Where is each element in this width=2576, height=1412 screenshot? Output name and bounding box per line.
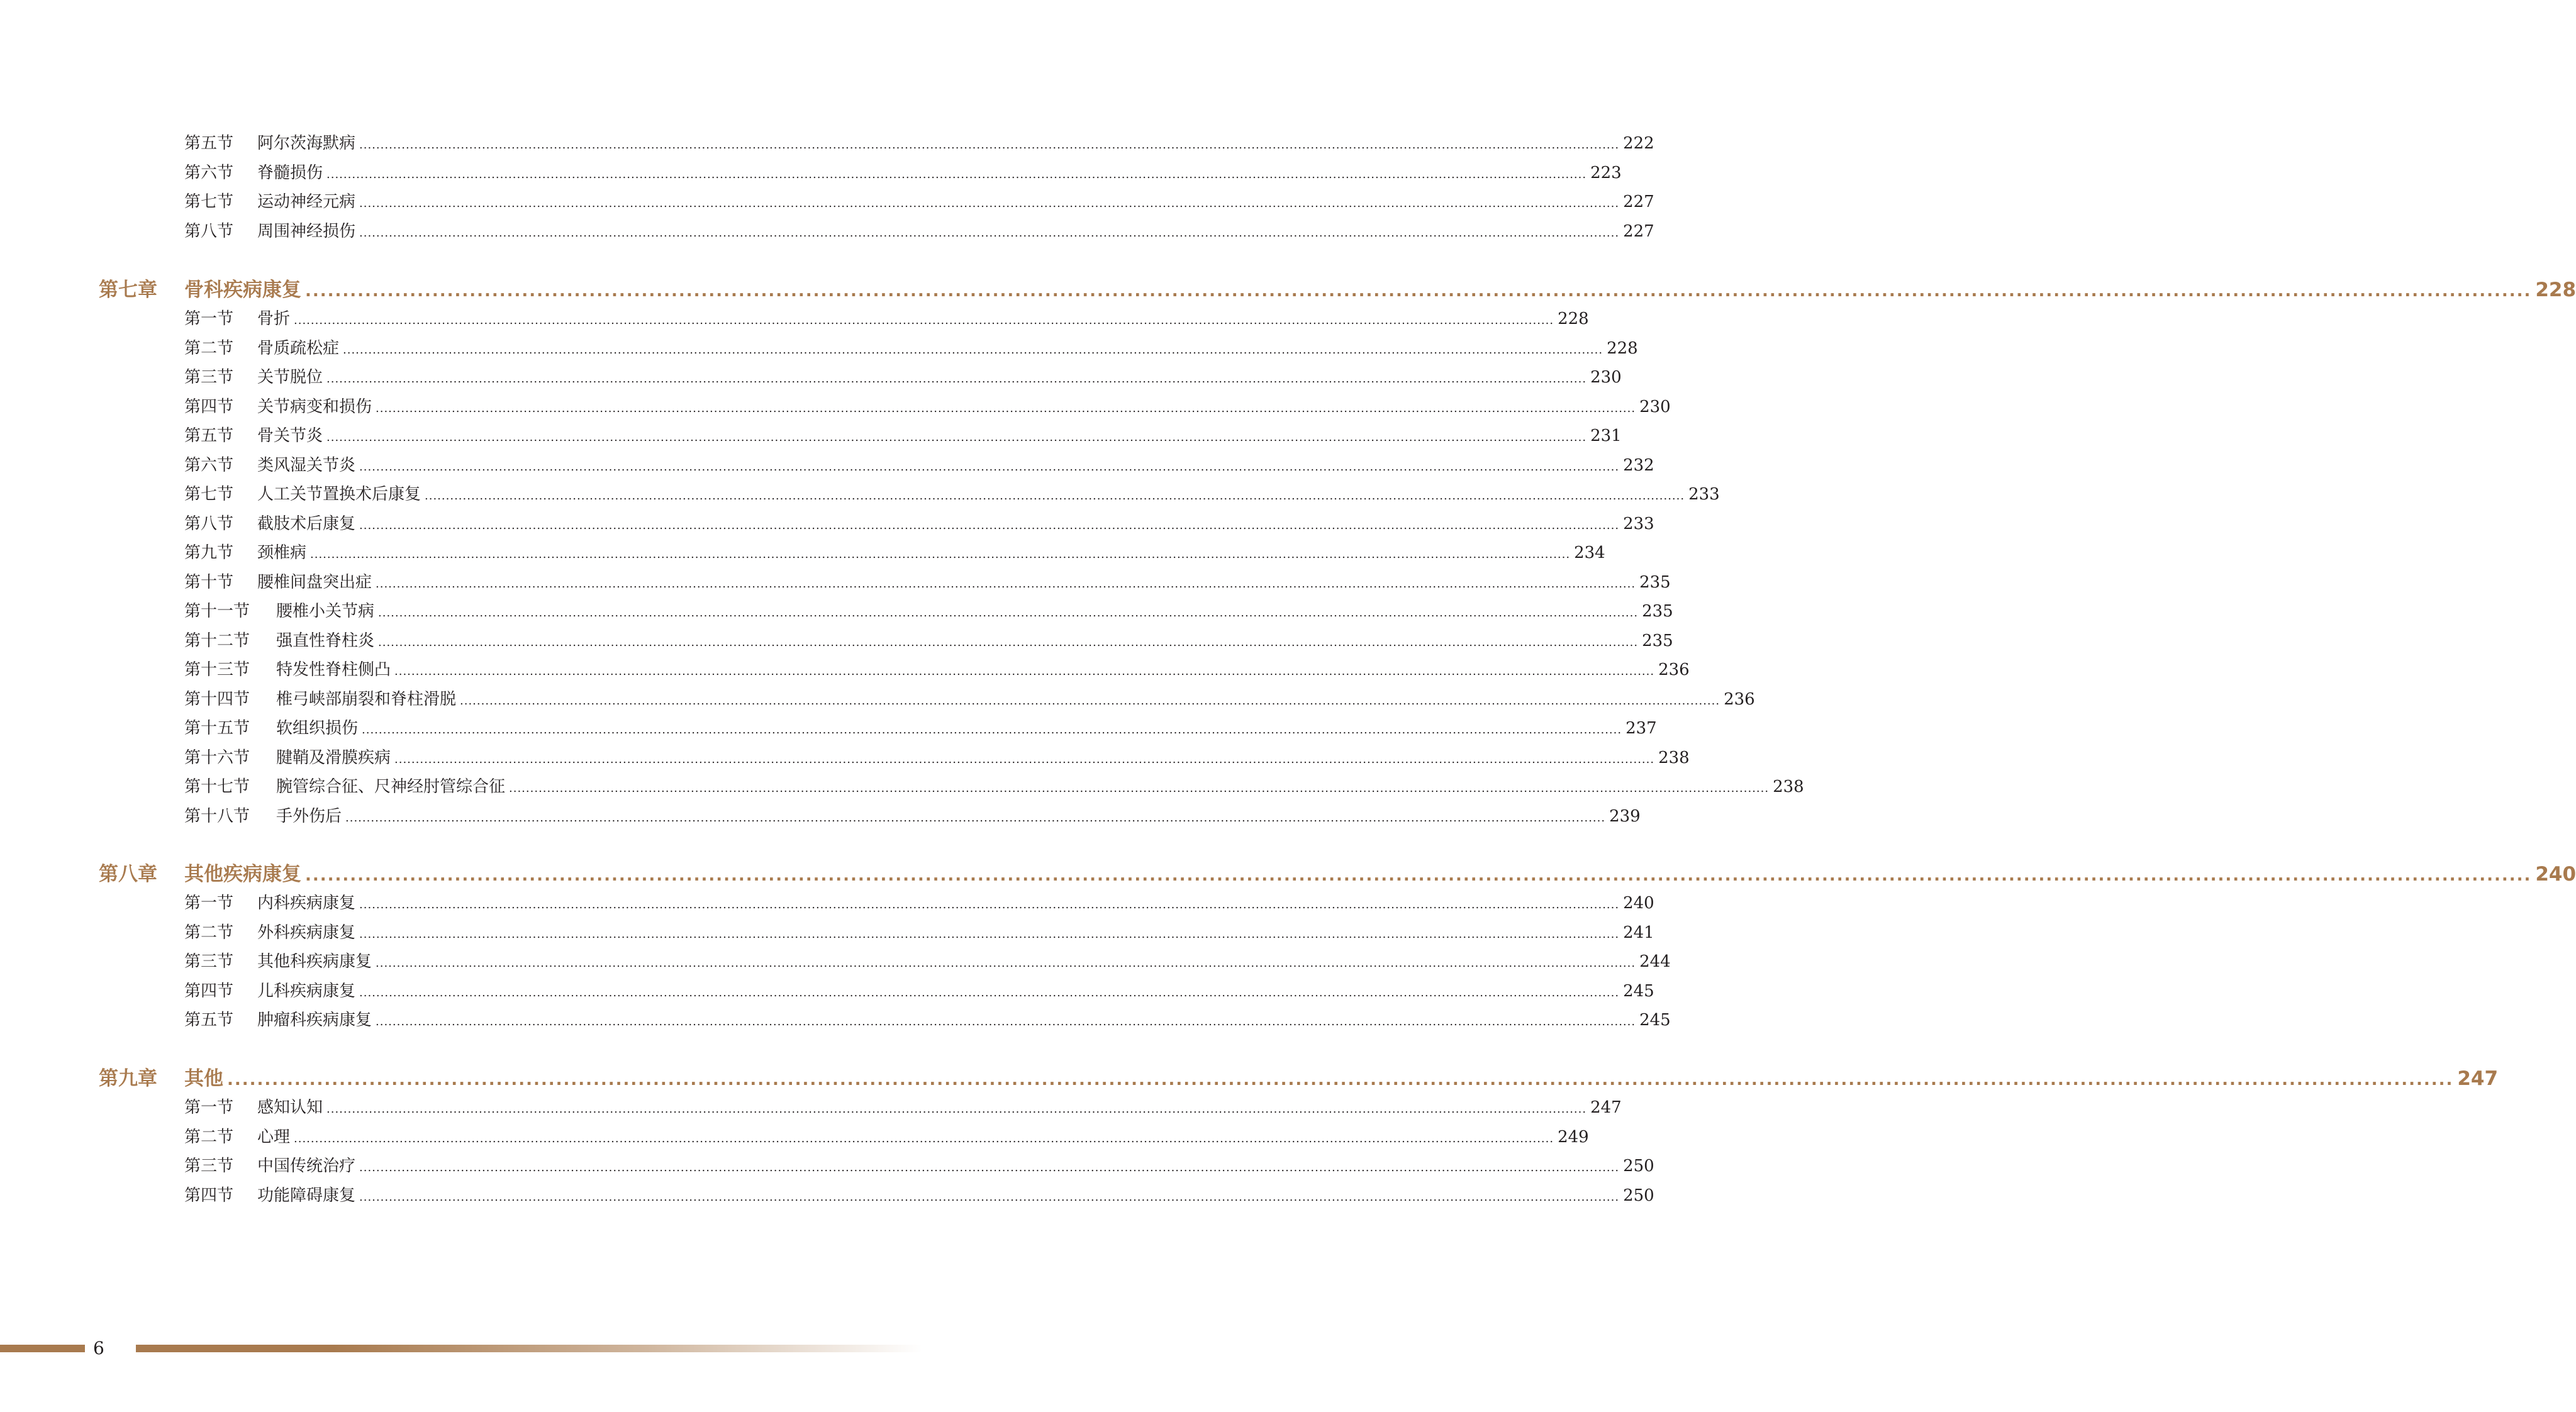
page-ref: 235 <box>1642 631 1673 650</box>
section-title: 关节脱位 <box>257 368 323 387</box>
section-title: 骨折 <box>257 309 291 328</box>
dot-leader: .......................................................................................................................................................................................................................................................................................................... <box>359 1161 1620 1174</box>
page-ref: 233 <box>1688 485 1720 504</box>
section-title: 脊髓损伤 <box>257 163 323 182</box>
dot-leader: .......................................................................................................................................................................................................................................................................................................... <box>359 898 1620 911</box>
section-number: 第二节 <box>184 1127 234 1147</box>
section-entry[interactable] <box>184 947 1671 976</box>
dot-leader: .......................................................................................................................................................................................................................................................................................................... <box>294 1131 1554 1145</box>
section-title: 骨质疏松症 <box>257 338 340 358</box>
page-ref: 235 <box>1639 572 1671 592</box>
section-entry[interactable] <box>184 392 1671 421</box>
section-number: 第十节 <box>184 572 234 592</box>
dot-leader: .......................................................................................................................................................................................................................................................................................................... <box>376 1015 1636 1028</box>
section-number: 第五节 <box>184 1011 234 1030</box>
chapter-entry[interactable] <box>99 272 2576 308</box>
section-entry[interactable] <box>184 480 1720 509</box>
section-entry[interactable] <box>184 714 1657 743</box>
dot-leader: .......................................................................................................................................................................................................................................................................................................... <box>460 694 1720 708</box>
section-title: 中国传统治疗 <box>257 1157 356 1176</box>
chapter-number: 第九章 <box>99 1067 157 1090</box>
section-entry[interactable] <box>184 451 1654 480</box>
section-number: 第六节 <box>184 455 234 475</box>
footer-bar-right <box>136 1345 922 1352</box>
page-ref: 231 <box>1590 426 1622 445</box>
dot-leader: .......................................................................................................................................................................................................................................................................................................... <box>359 518 1620 532</box>
page-ref: 230 <box>1590 368 1622 387</box>
section-title: 腕管综合征、尺神经肘管综合征 <box>276 777 506 796</box>
section-number: 第四节 <box>184 397 234 416</box>
dot-leader: .......................................................................................................................................................................................................................................................................................................... <box>359 986 1620 999</box>
page-ref: 228 <box>1558 309 1589 328</box>
chapter-number: 第八章 <box>99 863 157 886</box>
dot-leader: .......................................................................................................................................................................................................................................................................................................... <box>376 577 1636 591</box>
page-ref: 250 <box>1623 1186 1654 1205</box>
page-ref: 245 <box>1623 981 1654 1001</box>
section-entry[interactable] <box>184 334 1638 363</box>
dot-leader: .......................................................................................................................................................................................................................................................................................................... <box>394 752 1655 766</box>
dot-leader: .......................................................................................................................................................................................................................................................................................................... <box>359 927 1620 941</box>
chapter-entry[interactable] <box>99 1061 2499 1096</box>
section-number: 第一节 <box>184 894 234 913</box>
dot-leader: .......................................................................................................................................................................................................................................................................................................... <box>359 1190 1620 1204</box>
dot-leader: .......................................................................................................................................................................................................................................................................................................... <box>394 665 1655 678</box>
section-entry[interactable] <box>184 685 1755 714</box>
section-title: 颈椎病 <box>257 543 307 562</box>
page-ref: 249 <box>1558 1127 1589 1147</box>
section-title: 感知认知 <box>257 1098 323 1117</box>
section-entry[interactable] <box>184 158 1622 187</box>
page-number: 6 <box>93 1338 104 1359</box>
section-entry[interactable] <box>184 889 1654 918</box>
section-entry[interactable] <box>184 1181 1654 1210</box>
dot-leader: .......................................................................................................................................................................................................................................................................................................... <box>305 866 2532 885</box>
section-number: 第三节 <box>184 368 234 387</box>
dot-leader: .......................................................................................................................................................................................................................................................................................................... <box>305 282 2532 301</box>
section-number: 第一节 <box>184 1098 234 1117</box>
section-entry[interactable] <box>184 217 1654 246</box>
section-entry[interactable] <box>184 129 1654 158</box>
section-title: 外科疾病康复 <box>257 923 356 942</box>
section-number: 第三节 <box>184 952 234 971</box>
section-entry[interactable] <box>184 1123 1589 1152</box>
section-entry[interactable] <box>184 743 1690 772</box>
page-ref: 232 <box>1623 455 1654 475</box>
page-ref: 245 <box>1639 1011 1671 1030</box>
section-title: 强直性脊柱炎 <box>276 631 375 650</box>
page-ref: 244 <box>1639 952 1671 971</box>
dot-leader: .......................................................................................................................................................................................................................................................................................................... <box>359 460 1620 474</box>
dot-leader: .......................................................................................................................................................................................................................................................................................................... <box>294 314 1554 327</box>
section-number: 第十一节 <box>184 602 250 621</box>
section-title: 腰椎间盘突出症 <box>257 572 372 592</box>
section-title: 心理 <box>257 1127 291 1147</box>
dot-leader: .......................................................................................................................................................................................................................................................................................................... <box>362 723 1622 737</box>
dot-leader: .......................................................................................................................................................................................................................................................................................................... <box>376 957 1636 970</box>
section-entry[interactable] <box>184 802 1641 831</box>
section-title: 关节病变和损伤 <box>257 397 372 416</box>
page-ref: 234 <box>1574 543 1605 562</box>
section-number: 第十六节 <box>184 748 250 767</box>
section-number: 第一节 <box>184 309 234 328</box>
section-number: 第五节 <box>184 426 234 445</box>
section-title: 椎弓峡部崩裂和脊柱滑脱 <box>276 689 457 709</box>
page-ref: 228 <box>2535 279 2576 301</box>
page-ref: 236 <box>1658 660 1690 679</box>
page-ref: 235 <box>1642 602 1673 621</box>
section-number: 第十八节 <box>184 806 250 826</box>
section-entry[interactable] <box>184 918 1654 947</box>
page-ref: 238 <box>1773 777 1804 796</box>
section-title: 腰椎小关节病 <box>276 602 375 621</box>
section-entry[interactable] <box>184 421 1622 450</box>
section-entry[interactable] <box>184 363 1622 392</box>
section-entry[interactable] <box>184 977 1654 1006</box>
dot-leader: .......................................................................................................................................................................................................................................................................................................... <box>345 811 1606 825</box>
dot-leader: .......................................................................................................................................................................................................................................................................................................... <box>227 1070 2454 1089</box>
section-title: 人工关节置换术后康复 <box>257 485 421 504</box>
section-entry[interactable] <box>184 538 1605 567</box>
chapter-title: 骨科疾病康复 <box>184 279 301 301</box>
section-entry[interactable] <box>184 1006 1671 1035</box>
section-title: 软组织损伤 <box>276 719 359 738</box>
section-number: 第五节 <box>184 134 234 153</box>
section-title: 手外伤后 <box>276 806 342 826</box>
dot-leader: .......................................................................................................................................................................................................................................................................................................... <box>326 431 1587 444</box>
dot-leader: .......................................................................................................................................................................................................................................................................................................... <box>359 226 1620 240</box>
section-title: 截肢术后康复 <box>257 514 356 533</box>
dot-leader: .......................................................................................................................................................................................................................................................................................................... <box>359 138 1620 152</box>
dot-leader: .......................................................................................................................................................................................................................................................................................................... <box>310 548 1571 561</box>
section-number: 第十七节 <box>184 777 250 796</box>
page-ref: 236 <box>1724 689 1755 709</box>
section-number: 第六节 <box>184 163 234 182</box>
page-ref: 239 <box>1609 806 1641 826</box>
page-ref: 247 <box>2457 1067 2499 1090</box>
dot-leader: .......................................................................................................................................................................................................................................................................................................... <box>378 635 1639 649</box>
section-title: 阿尔茨海默病 <box>257 134 356 153</box>
page-ref: 250 <box>1623 1157 1654 1176</box>
dot-leader: .......................................................................................................................................................................................................................................................................................................... <box>376 401 1636 415</box>
section-number: 第三节 <box>184 1157 234 1176</box>
chapter-entry[interactable] <box>99 857 2576 892</box>
section-number: 第十四节 <box>184 689 250 709</box>
page-ref: 223 <box>1590 163 1622 182</box>
page-ref: 238 <box>1658 748 1690 767</box>
dot-leader: .......................................................................................................................................................................................................................................................................................................... <box>326 167 1587 181</box>
section-number: 第十三节 <box>184 660 250 679</box>
section-title: 类风湿关节炎 <box>257 455 356 475</box>
section-number: 第四节 <box>184 1186 234 1205</box>
section-title: 功能障碍康复 <box>257 1186 356 1205</box>
section-number: 第十五节 <box>184 719 250 738</box>
section-number: 第七节 <box>184 485 234 504</box>
section-entry[interactable] <box>184 1093 1622 1122</box>
page-ref: 227 <box>1623 221 1654 241</box>
dot-leader: .......................................................................................................................................................................................................................................................................................................... <box>425 489 1685 503</box>
section-number: 第七节 <box>184 192 234 211</box>
dot-leader: .......................................................................................................................................................................................................................................................................................................... <box>343 343 1603 357</box>
page-ref: 228 <box>1607 338 1638 358</box>
page-ref: 222 <box>1623 134 1654 153</box>
chapter-number: 第七章 <box>99 279 157 301</box>
section-entry[interactable] <box>184 187 1654 216</box>
section-title: 骨关节炎 <box>257 426 323 445</box>
page-ref: 241 <box>1623 923 1654 942</box>
section-number: 第二节 <box>184 338 234 358</box>
section-title: 肿瘤科疾病康复 <box>257 1011 372 1030</box>
dot-leader: .......................................................................................................................................................................................................................................................................................................... <box>509 782 1770 795</box>
chapter-title: 其他疾病康复 <box>184 863 301 886</box>
page-ref: 240 <box>1623 894 1654 913</box>
section-title: 特发性脊柱侧凸 <box>276 660 391 679</box>
section-entry[interactable] <box>184 568 1671 597</box>
section-title: 其他科疾病康复 <box>257 952 372 971</box>
section-number: 第九节 <box>184 543 234 562</box>
footer-bar-left <box>0 1345 85 1352</box>
dot-leader: .......................................................................................................................................................................................................................................................................................................... <box>326 1103 1587 1116</box>
page-ref: 247 <box>1590 1098 1622 1117</box>
page-ref: 240 <box>2535 863 2576 886</box>
section-entry[interactable] <box>184 655 1690 684</box>
page-ref: 227 <box>1623 192 1654 211</box>
section-entry[interactable] <box>184 304 1589 333</box>
section-title: 儿科疾病康复 <box>257 981 356 1001</box>
dot-leader: .......................................................................................................................................................................................................................................................................................................... <box>378 606 1639 620</box>
page-ref: 237 <box>1625 719 1657 738</box>
section-number: 第八节 <box>184 514 234 533</box>
page-ref: 230 <box>1639 397 1671 416</box>
section-title: 周围神经损伤 <box>257 221 356 241</box>
section-number: 第二节 <box>184 923 234 942</box>
chapter-title: 其他 <box>184 1067 223 1090</box>
section-entry[interactable] <box>184 597 1673 626</box>
section-title: 内科疾病康复 <box>257 894 356 913</box>
section-entry[interactable] <box>184 626 1673 655</box>
dot-leader: .......................................................................................................................................................................................................................................................................................................... <box>359 197 1620 210</box>
section-number: 第十二节 <box>184 631 250 650</box>
section-title: 腱鞘及滑膜疾病 <box>276 748 391 767</box>
section-entry[interactable] <box>184 1152 1654 1181</box>
section-entry[interactable] <box>184 509 1654 538</box>
section-title: 运动神经元病 <box>257 192 356 211</box>
section-entry[interactable] <box>184 772 1804 801</box>
dot-leader: .......................................................................................................................................................................................................................................................................................................... <box>326 372 1587 386</box>
section-number: 第八节 <box>184 221 234 241</box>
section-number: 第四节 <box>184 981 234 1001</box>
page-ref: 233 <box>1623 514 1654 533</box>
